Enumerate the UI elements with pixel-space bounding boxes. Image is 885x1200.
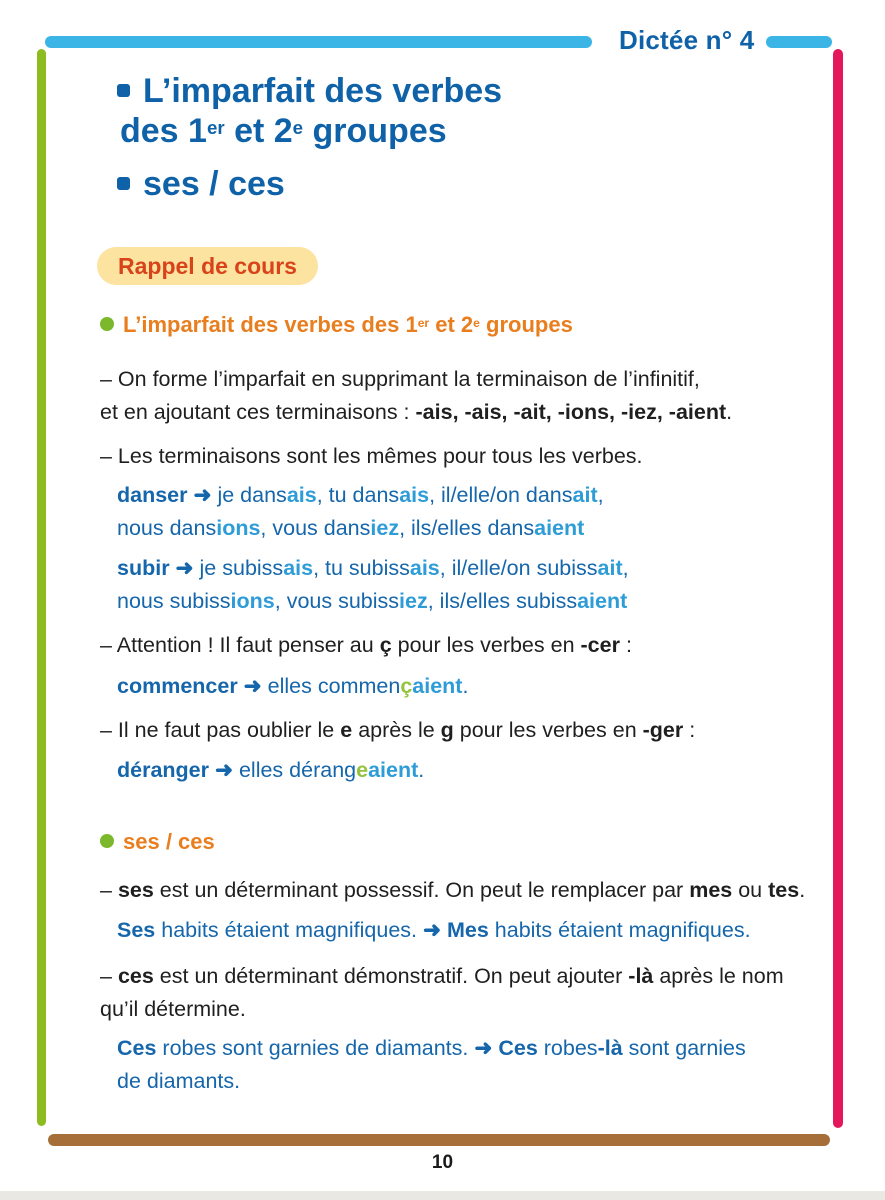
- example-subir: [117, 552, 629, 618]
- left-margin-rule-green: [37, 49, 46, 1126]
- bottom-rule-brown: [48, 1134, 830, 1146]
- square-bullet-icon: [117, 84, 130, 97]
- paragraph-terminaisons: [100, 440, 643, 473]
- paragraph-line: et en ajoutant ces terminaisons : -ais, -ais, -ait, -ions, -iez, -aient.: [100, 400, 733, 424]
- top-rule-cyan: [45, 36, 592, 48]
- example-line: de diamants.: [117, 1069, 241, 1093]
- square-bullet-icon: [117, 177, 130, 190]
- example-commencer: [117, 670, 468, 703]
- example-line: déranger ➜ elles dérangeaient.: [117, 758, 425, 782]
- top-rule-cyan-short: [766, 36, 832, 48]
- scan-edge-shadow: [0, 1191, 885, 1200]
- example-line: Ses habits étaient magnifiques. ➜ Mes habits étaient magnifiques.: [117, 918, 751, 942]
- example-danser: [117, 479, 604, 545]
- paragraph-ces: [100, 960, 784, 1026]
- example-line: danser ➜ je dansais, tu dansais, il/elle/on dansait,: [117, 483, 604, 507]
- example-line: subir ➜ je subissais, tu subissais, il/elle/on subissait,: [117, 556, 629, 580]
- paragraph-line: qu’il détermine.: [100, 997, 246, 1021]
- example-line: commencer ➜ elles commençaient.: [117, 674, 469, 698]
- section-heading-imparfait-text: L’imparfait des verbes des 1er et 2e groupes: [123, 312, 573, 337]
- page-title-line-1: [117, 72, 502, 111]
- page-title-line-2: [120, 112, 447, 151]
- example-ses-habits: [117, 914, 751, 947]
- section-heading-ses-ces: [100, 829, 215, 855]
- example-line: Ces robes sont garnies de diamants. ➜ Ces robes-là sont garnies: [117, 1036, 746, 1060]
- paragraph-line: – Il ne faut pas oublier le e après le g pour les verbes en -ger :: [100, 718, 696, 742]
- section-heading-imparfait: [100, 312, 573, 338]
- paragraph-line: – Les terminaisons sont les mêmes pour tous les verbes.: [100, 444, 643, 468]
- paragraph-ger: [100, 714, 695, 747]
- page-title-text-1: L’imparfait des verbes: [143, 72, 503, 110]
- page-title-text-2: des 1er et 2e groupes: [120, 112, 447, 150]
- paragraph-attention-cer: [100, 629, 632, 662]
- green-dot-icon: [100, 834, 114, 848]
- example-line: nous dansions, vous dansiez, ils/elles dansaient: [117, 516, 585, 540]
- paragraph-line: – ces est un déterminant démonstratif. On peut ajouter -là après le nom: [100, 964, 784, 988]
- section-heading-ses-ces-text: ses / ces: [123, 829, 215, 854]
- page-title-text-3: ses / ces: [143, 165, 285, 203]
- example-deranger: [117, 754, 424, 787]
- page-title-line-3: [117, 165, 285, 204]
- paragraph-line: – On forme l’imparfait en supprimant la terminaison de l’infinitif,: [100, 367, 700, 391]
- paragraph-formation: [100, 363, 732, 429]
- paragraph-ses: [100, 874, 805, 907]
- green-dot-icon: [100, 317, 114, 331]
- dictee-header-label: Dictée n° 4: [619, 25, 755, 55]
- example-ces-robes: [117, 1032, 746, 1098]
- example-line: nous subissions, vous subissiez, ils/elles subissaient: [117, 589, 628, 613]
- paragraph-line: – ses est un déterminant possessif. On peut le remplacer par mes ou tes.: [100, 878, 806, 902]
- rappel-de-cours-badge: Rappel de cours: [97, 247, 318, 285]
- paragraph-line: – Attention ! Il faut penser au ç pour les verbes en -cer :: [100, 633, 632, 657]
- right-margin-rule-pink: [833, 49, 843, 1128]
- page-number: 10: [431, 1152, 454, 1173]
